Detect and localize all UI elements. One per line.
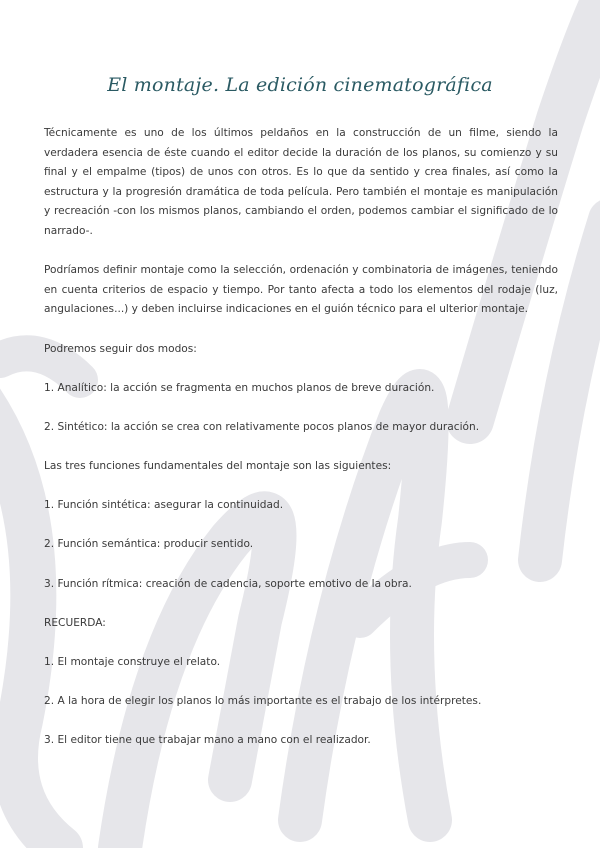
list-item: 2. A la hora de elegir los planos lo más importante es el trabajo de los intérpretes. <box>44 695 482 708</box>
list-item: 2. Sintético: la acción se crea con relativamente pocos planos de mayor duración. <box>44 420 480 433</box>
remember-label: RECUERDA: <box>44 616 106 629</box>
list-item: 3. El editor tiene que trabajar mano a mano con el realizador. <box>44 734 371 747</box>
list-item: 1. El montaje construye el relato. <box>44 656 221 669</box>
list-item: 3. Función rítmica: creación de cadencia, soporte emotivo de la obra. <box>44 577 412 590</box>
paragraph: Técnicamente es uno de los últimos peldaños en la construcción de un filme, siendo la verdadera esencia de éste cuando el editor decide la duración de los planos, su comienzo y su final y el empalme (tipos) de unos con otros. Es lo que da sentido y crea finales, así como la estructura y la progresión dramática de toda película. Pero también el montaje es manipulación y recreación -con los mismos planos, cambiando el orden, podemos cambiar el significado de lo narrado-. <box>44 127 558 237</box>
modes-intro: Podremos seguir dos modos: <box>44 342 197 355</box>
paragraph: Podríamos definir montaje como la selección, ordenación y combinatoria de imágenes, teniendo en cuenta criterios de espacio y tiempo. Por tanto afecta a todo los elementos del rodaje (luz, angulaciones...) y deben incluirse indicaciones en el guión técnico para el ulterior montaje. <box>44 264 558 316</box>
functions-intro: Las tres funciones fundamentales del montaje son las siguientes: <box>44 460 392 473</box>
list-item: 2. Función semántica: producir sentido. <box>44 538 254 551</box>
page-title: El montaje. La edición cinematográfica <box>107 74 493 96</box>
list-item: 1. Función sintética: asegurar la continuidad. <box>44 499 284 512</box>
document-body <box>44 124 558 771</box>
list-item: 1. Analítico: la acción se fragmenta en muchos planos de breve duración. <box>44 381 435 394</box>
